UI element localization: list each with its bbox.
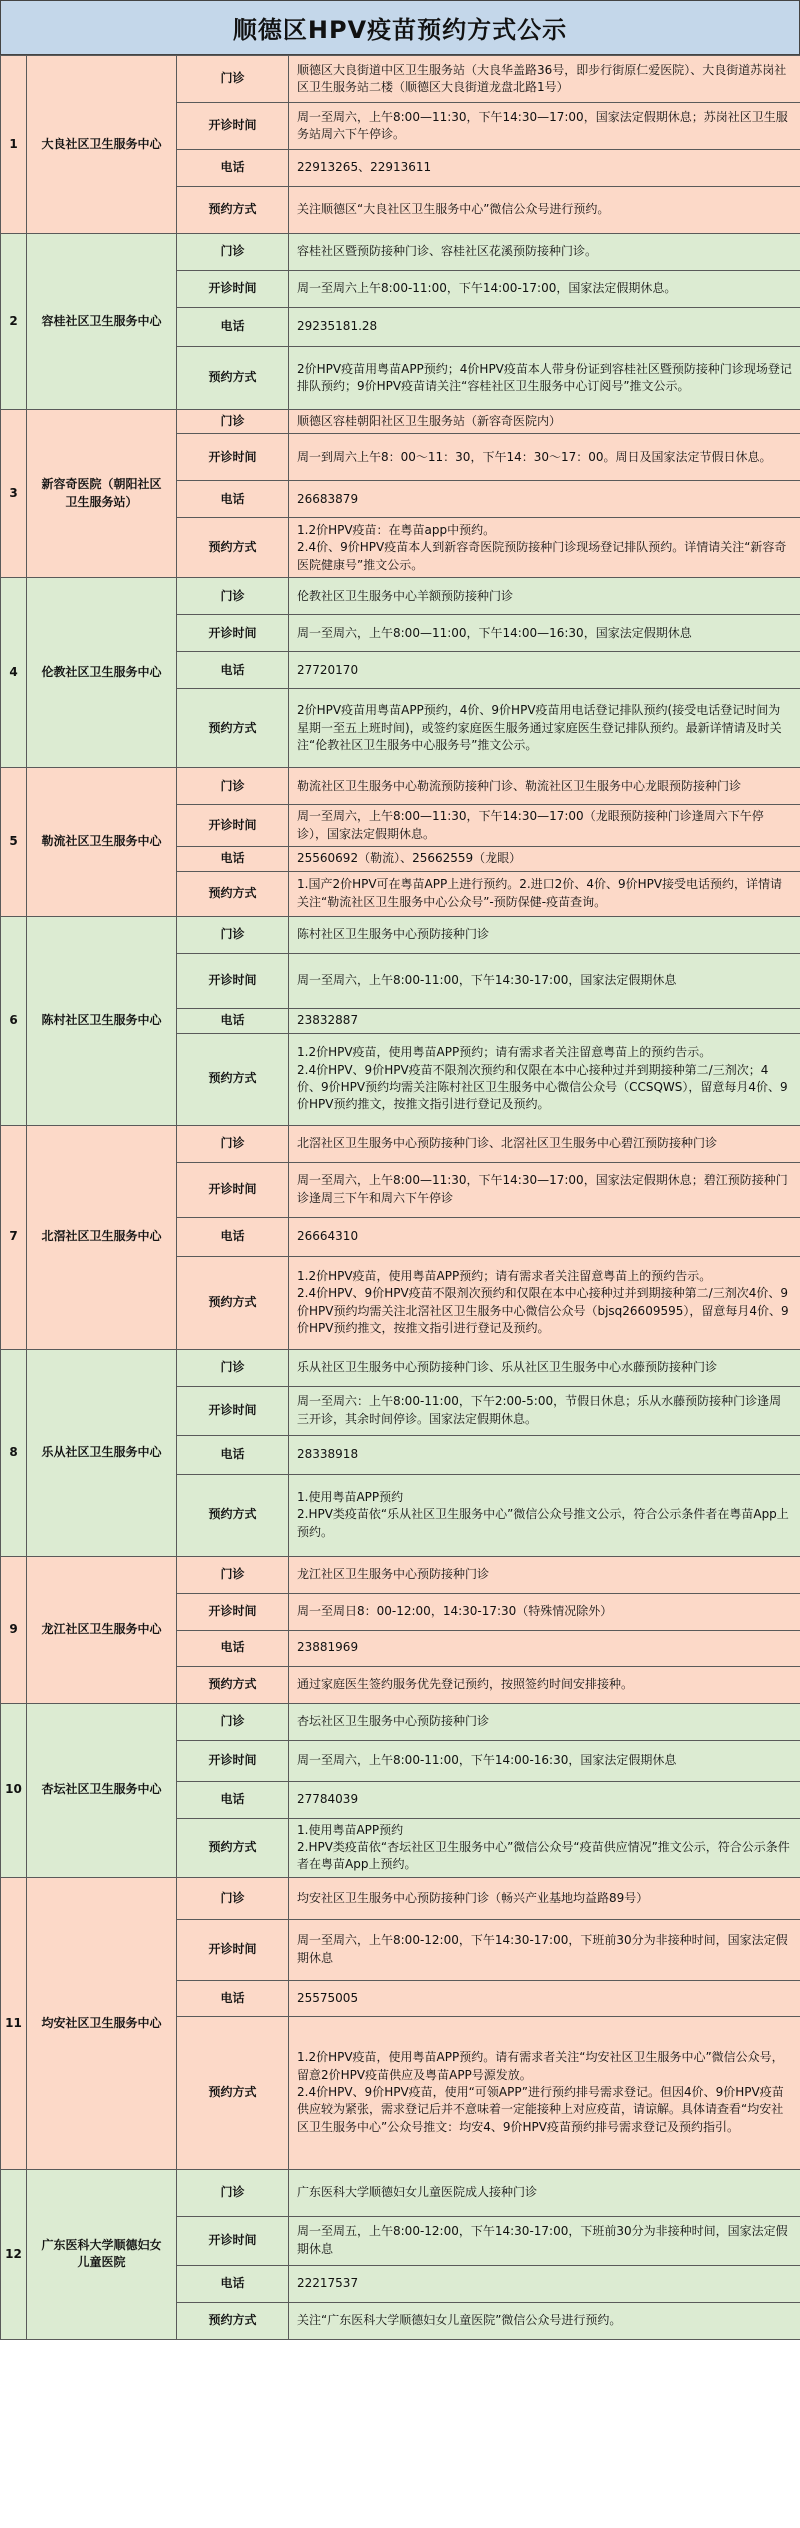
field-value-hours: 周一至周六，上午8:00—11:30，下午14:30—17:00，国家法定假期休息；碧江预防接种门诊逢周三下午和周六下午停诊	[289, 1162, 800, 1217]
field-label-phone: 电话	[177, 1781, 289, 1818]
field-value-hours: 周一至周六，上午8:00-12:00，下午14:30-17:00，下班前30分为非接种时间，国家法定假期休息	[289, 1919, 800, 1980]
site-number: 11	[1, 1877, 27, 2169]
field-value-clinic: 乐从社区卫生服务中心预防接种门诊、乐从社区卫生服务中心水藤预防接种门诊	[289, 1349, 800, 1386]
field-label-booking: 预约方式	[177, 1818, 289, 1877]
field-value-clinic: 陈村社区卫生服务中心预防接种门诊	[289, 916, 800, 953]
field-value-booking: 1.2价HPV疫苗，使用粤苗APP预约；请有需求者关注留意粤苗上的预约告示。 2.4价HPV、9价HPV疫苗不限剂次预约和仅限在本中心接种过并到期接种第二/三剂次4价、9价HPV预约均需关注北滘社区卫生服务中心微信公众号（bjsq26609595），留意每月4价、9价HPV预约推文，按推文指引进行登记及预约。	[289, 1256, 800, 1349]
site-name: 大良社区卫生服务中心	[27, 56, 177, 234]
field-label-clinic: 门诊	[177, 768, 289, 805]
field-value-phone: 29235181.28	[289, 308, 800, 347]
field-value-booking: 1.使用粤苗APP预约 2.HPV类疫苗依“乐从社区卫生服务中心”微信公众号推文公示，符合公示条件者在粤苗App上预约。	[289, 1474, 800, 1556]
field-value-booking: 2价HPV疫苗用粤苗APP预约；4价HPV疫苗本人带身份证到容桂社区暨预防接种门诊现场登记排队预约；9价HPV疫苗请关注“容桂社区卫生服务中心订阅号”推文公示。	[289, 347, 800, 410]
field-label-hours: 开诊时间	[177, 1593, 289, 1630]
field-value-phone: 22217537	[289, 2265, 800, 2302]
field-value-phone: 28338918	[289, 1435, 800, 1474]
field-label-clinic: 门诊	[177, 234, 289, 271]
site-number: 10	[1, 1703, 27, 1877]
field-value-phone: 26664310	[289, 1217, 800, 1256]
field-value-phone: 27720170	[289, 652, 800, 689]
field-label-phone: 电话	[177, 847, 289, 871]
field-label-phone: 电话	[177, 2265, 289, 2302]
field-label-phone: 电话	[177, 150, 289, 187]
field-label-booking: 预约方式	[177, 1256, 289, 1349]
site-name: 新容奇医院（朝阳社区卫生服务站）	[27, 410, 177, 578]
field-label-hours: 开诊时间	[177, 805, 289, 847]
site-name: 广东医科大学顺德妇女儿童医院	[27, 2169, 177, 2339]
field-value-booking: 1.2价HPV疫苗，使用粤苗APP预约。请有需求者关注“均安社区卫生服务中心”微信公众号，留意2价HPV疫苗供应及粤苗APP号源发放。 2.4价HPV、9价HPV疫苗，使用“可领APP”进行预约排号需求登记。但因4价、9价HPV疫苗供应较为紧张，需求登记后并不意味着一定能接种上对应疫苗，请谅解。具体请查看“均安社区卫生服务中心”公众号推文：均安4、9价HPV疫苗预约排号需求登记及预约指引。	[289, 2016, 800, 2169]
site-name: 陈村社区卫生服务中心	[27, 916, 177, 1125]
field-label-clinic: 门诊	[177, 2169, 289, 2216]
field-label-clinic: 门诊	[177, 56, 289, 103]
field-value-hours: 周一至周六，上午8:00-11:00，下午14:30-17:00，国家法定假期休息	[289, 953, 800, 1008]
field-value-hours: 周一至周六上午8:00-11:00，下午14:00-17:00，国家法定假期休息。	[289, 271, 800, 308]
field-label-booking: 预约方式	[177, 2302, 289, 2339]
table-row	[1, 234, 800, 271]
field-value-hours: 周一至周六，上午8:00—11:00，下午14:00—16:30，国家法定假期休息	[289, 615, 800, 652]
field-label-hours: 开诊时间	[177, 1919, 289, 1980]
field-label-phone: 电话	[177, 1217, 289, 1256]
field-label-phone: 电话	[177, 1630, 289, 1666]
field-value-booking: 1.2价HPV疫苗，使用粤苗APP预约；请有需求者关注留意粤苗上的预约告示。 2.4价HPV、9价HPV疫苗不限剂次预约和仅限在本中心接种过并到期接种第二/三剂次；4价、9价HPV预约均需关注陈村社区卫生服务中心微信公众号（CCSQWS），留意每月4价、9价HPV预约推文，按推文指引进行登记及预约。	[289, 1033, 800, 1125]
schedule-table-body	[1, 56, 800, 2340]
site-name: 容桂社区卫生服务中心	[27, 234, 177, 410]
field-label-booking: 预约方式	[177, 689, 289, 768]
field-label-phone: 电话	[177, 652, 289, 689]
field-value-phone: 26683879	[289, 481, 800, 518]
field-value-hours: 周一至周日8：00-12:00，14:30-17:30（特殊情况除外）	[289, 1593, 800, 1630]
site-name: 伦教社区卫生服务中心	[27, 578, 177, 768]
field-value-clinic: 均安社区卫生服务中心预防接种门诊（畅兴产业基地均益路89号）	[289, 1877, 800, 1919]
field-label-booking: 预约方式	[177, 518, 289, 578]
field-label-hours: 开诊时间	[177, 615, 289, 652]
site-number: 7	[1, 1125, 27, 1349]
site-number: 3	[1, 410, 27, 578]
table-row	[1, 1556, 800, 1593]
table-row	[1, 916, 800, 953]
table-row	[1, 1125, 800, 1162]
field-value-phone: 23881969	[289, 1630, 800, 1666]
site-name: 均安社区卫生服务中心	[27, 1877, 177, 2169]
field-value-booking: 1.国产2价HPV可在粤苗APP上进行预约。2.进口2价、4价、9价HPV接受电话预约，详情请关注“勒流社区卫生服务中心公众号”-预防保健-疫苗查询。	[289, 871, 800, 916]
site-number: 12	[1, 2169, 27, 2339]
field-value-hours: 周一至周六：上午8:00-11:00，下午2:00-5:00，节假日休息；乐从水藤预防接种门诊逢周三开诊，其余时间停诊。国家法定假期休息。	[289, 1386, 800, 1435]
field-value-booking: 关注顺德区“大良社区卫生服务中心”微信公众号进行预约。	[289, 187, 800, 234]
field-label-booking: 预约方式	[177, 1666, 289, 1703]
field-label-phone: 电话	[177, 1008, 289, 1033]
field-value-clinic: 广东医科大学顺德妇女儿童医院成人接种门诊	[289, 2169, 800, 2216]
field-label-booking: 预约方式	[177, 187, 289, 234]
field-value-booking: 1.2价HPV疫苗：在粤苗app中预约。 2.4价、9价HPV疫苗本人到新容奇医院预防接种门诊现场登记排队预约。详情请关注“新容奇医院健康号”推文公示。	[289, 518, 800, 578]
table-row	[1, 578, 800, 615]
field-label-booking: 预约方式	[177, 1033, 289, 1125]
field-label-phone: 电话	[177, 1435, 289, 1474]
site-number: 9	[1, 1556, 27, 1703]
field-label-clinic: 门诊	[177, 578, 289, 615]
field-value-clinic: 杏坛社区卫生服务中心预防接种门诊	[289, 1703, 800, 1740]
field-value-hours: 周一至周六，上午8:00—11:30，下午14:30—17:00（龙眼预防接种门诊逢周六下午停诊），国家法定假期休息。	[289, 805, 800, 847]
field-label-booking: 预约方式	[177, 1474, 289, 1556]
field-value-clinic: 容桂社区暨预防接种门诊、容桂社区花溪预防接种门诊。	[289, 234, 800, 271]
table-row	[1, 56, 800, 103]
field-value-booking: 2价HPV疫苗用粤苗APP预约，4价、9价HPV疫苗用电话登记排队预约(接受电话登记时间为星期一至五上班时间)，或签约家庭医生服务通过家庭医生登记排队预约。最新详情请及时关注“伦教社区卫生服务中心服务号”推文公示。	[289, 689, 800, 768]
field-label-phone: 电话	[177, 308, 289, 347]
site-number: 1	[1, 56, 27, 234]
site-name: 北滘社区卫生服务中心	[27, 1125, 177, 1349]
field-value-phone: 22913265、22913611	[289, 150, 800, 187]
site-name: 勒流社区卫生服务中心	[27, 768, 177, 916]
field-label-hours: 开诊时间	[177, 2216, 289, 2265]
field-value-phone: 25560692（勒流）、25662559（龙眼）	[289, 847, 800, 871]
field-label-clinic: 门诊	[177, 1349, 289, 1386]
field-label-hours: 开诊时间	[177, 271, 289, 308]
field-value-clinic: 龙江社区卫生服务中心预防接种门诊	[289, 1556, 800, 1593]
field-value-clinic: 伦教社区卫生服务中心羊额预防接种门诊	[289, 578, 800, 615]
field-value-phone: 23832887	[289, 1008, 800, 1033]
field-value-clinic: 顺德区大良街道中区卫生服务站（大良华盖路36号，即步行街原仁爱医院）、大良街道苏岗社区卫生服务站二楼（顺德区大良街道龙盘北路1号）	[289, 56, 800, 103]
field-label-hours: 开诊时间	[177, 1386, 289, 1435]
field-label-clinic: 门诊	[177, 1877, 289, 1919]
field-label-booking: 预约方式	[177, 871, 289, 916]
field-value-clinic: 顺德区容桂朝阳社区卫生服务站（新容奇医院内）	[289, 410, 800, 434]
table-row	[1, 1349, 800, 1386]
field-value-clinic: 北滘社区卫生服务中心预防接种门诊、北滘社区卫生服务中心碧江预防接种门诊	[289, 1125, 800, 1162]
site-number: 6	[1, 916, 27, 1125]
field-value-booking: 关注“广东医科大学顺德妇女儿童医院”微信公众号进行预约。	[289, 2302, 800, 2339]
site-number: 5	[1, 768, 27, 916]
field-label-booking: 预约方式	[177, 2016, 289, 2169]
table-row	[1, 1877, 800, 1919]
site-name: 杏坛社区卫生服务中心	[27, 1703, 177, 1877]
field-value-hours: 周一至周六，上午8:00—11:30，下午14:30—17:00，国家法定假期休息；苏岗社区卫生服务站周六下午停诊。	[289, 103, 800, 150]
field-label-clinic: 门诊	[177, 916, 289, 953]
field-label-clinic: 门诊	[177, 410, 289, 434]
field-value-booking: 通过家庭医生签约服务优先登记预约，按照签约时间安排接种。	[289, 1666, 800, 1703]
field-value-hours: 周一到周六上午8：00～11：30，下午14：30～17：00。周日及国家法定节假日休息。	[289, 434, 800, 481]
table-row	[1, 1703, 800, 1740]
table-row	[1, 410, 800, 434]
site-number: 8	[1, 1349, 27, 1556]
table-row	[1, 2169, 800, 2216]
field-value-phone: 27784039	[289, 1781, 800, 1818]
field-label-hours: 开诊时间	[177, 1740, 289, 1781]
site-number: 4	[1, 578, 27, 768]
field-label-phone: 电话	[177, 1980, 289, 2016]
schedule-table	[0, 55, 800, 2340]
field-label-hours: 开诊时间	[177, 953, 289, 1008]
field-value-phone: 25575005	[289, 1980, 800, 2016]
field-label-clinic: 门诊	[177, 1556, 289, 1593]
field-label-clinic: 门诊	[177, 1703, 289, 1740]
field-label-hours: 开诊时间	[177, 103, 289, 150]
field-value-hours: 周一至周五，上午8:00-12:00，下午14:30-17:00，下班前30分为非接种时间，国家法定假期休息	[289, 2216, 800, 2265]
table-row	[1, 768, 800, 805]
page-title: 顺德区HPV疫苗预约方式公示	[0, 0, 800, 55]
site-number: 2	[1, 234, 27, 410]
field-label-booking: 预约方式	[177, 347, 289, 410]
field-label-phone: 电话	[177, 481, 289, 518]
field-value-booking: 1.使用粤苗APP预约 2.HPV类疫苗依“杏坛社区卫生服务中心”微信公众号“疫苗供应情况”推文公示，符合公示条件者在粤苗App上预约。	[289, 1818, 800, 1877]
field-label-clinic: 门诊	[177, 1125, 289, 1162]
field-value-hours: 周一至周六，上午8:00-11:00，下午14:00-16:30，国家法定假期休息	[289, 1740, 800, 1781]
site-name: 乐从社区卫生服务中心	[27, 1349, 177, 1556]
site-name: 龙江社区卫生服务中心	[27, 1556, 177, 1703]
field-label-hours: 开诊时间	[177, 434, 289, 481]
field-value-clinic: 勒流社区卫生服务中心勒流预防接种门诊、勒流社区卫生服务中心龙眼预防接种门诊	[289, 768, 800, 805]
field-label-hours: 开诊时间	[177, 1162, 289, 1217]
